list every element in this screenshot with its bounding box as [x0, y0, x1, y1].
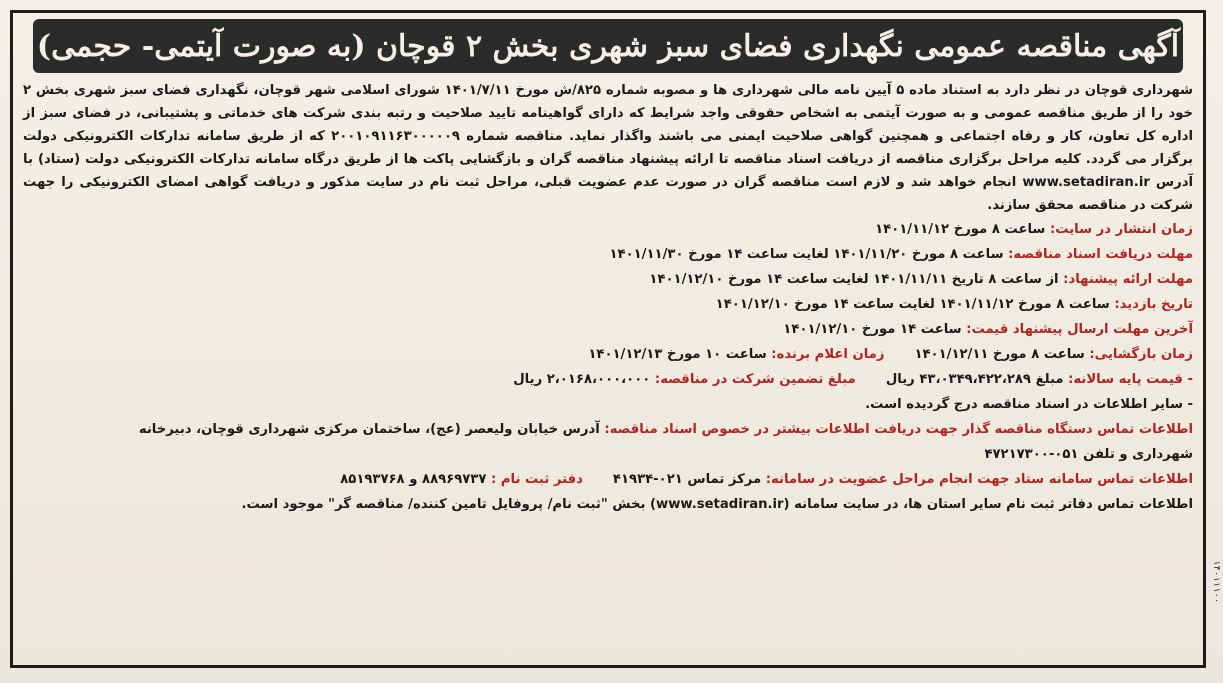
schedule-label: مهلت دریافت اسناد مناقصه: [1008, 247, 1193, 262]
winner-value: ساعت ۱۰ مورخ ۱۴۰۱/۱۲/۱۳ [588, 347, 767, 362]
schedule-documents [23, 242, 1193, 267]
guarantee-value: ۲،۰۱۶۸،۰۰۰،۰۰۰ ریال [513, 372, 651, 387]
schedule-label: آخرین مهلت ارسال پیشنهاد قیمت: [966, 322, 1193, 337]
schedule-label: مهلت ارائه پیشنهاد: [1063, 272, 1193, 287]
schedule-value: ساعت ۸ مورخ ۱۴۰۱/۱۱/۲۰ لغایت ساعت ۱۴ مورخ ۱۴۰۱/۱۱/۳۰ [609, 247, 1004, 262]
schedule-label: تاریخ بازدید: [1114, 297, 1193, 312]
other-info: - سایر اطلاعات در اسناد مناقصه درج گردیده است. [865, 397, 1193, 412]
setad-contact-row [23, 467, 1193, 492]
footer-note: اطلاعات تماس دفاتر ثبت نام سایر استان ها، در سایت سامانه (www.setadiran.ir) بخش "ثبت نام/ پروفایل تامین کننده/ مناقصه گر" موجود است. [241, 497, 1193, 512]
notice-title: آگهی مناقصه عمومی نگهداری فضای سبز شهری بخش ۲ قوچان (به صورت آیتمی- حجمی) [33, 19, 1183, 73]
schedule-price-deadline [23, 317, 1193, 342]
tender-notice-frame [10, 10, 1206, 668]
base-price-label: - قیمت پایه سالانه: [1068, 372, 1193, 387]
setad-value: مرکز تماس ۰۲۱-۴۱۹۳۴ [612, 472, 762, 487]
registry-value: ۸۸۹۶۹۷۳۷ و ۸۵۱۹۳۷۶۸ [340, 472, 487, 487]
schedule-label: زمان انتشار در سایت: [1049, 222, 1193, 237]
contact-label: اطلاعات تماس دستگاه مناقصه گذار جهت دریافت اطلاعات بیشتر در خصوص اسناد مناقصه: [604, 422, 1193, 437]
schedule-value: ساعت ۱۴ مورخ ۱۴۰۱/۱۲/۱۰ [783, 322, 962, 337]
schedule-value: ساعت ۸ مورخ ۱۴۰۱/۱۱/۱۲ لغایت ساعت ۱۴ مورخ ۱۴۰۱/۱۲/۱۰ [715, 297, 1110, 312]
price-guarantee-row [23, 367, 1193, 392]
schedule-visit [23, 292, 1193, 317]
schedule-value: از ساعت ۸ تاریخ ۱۴۰۱/۱۱/۱۱ لغایت ساعت ۱۴ مورخ ۱۴۰۱/۱۲/۱۰ [649, 272, 1059, 287]
guarantee-label: مبلغ تضمین شرکت در مناقصه: [654, 372, 856, 387]
contact-line [23, 417, 1193, 442]
contact-value: آدرس خیابان ولیعصر (عج)، ساختمان مرکزی شهرداری قوچان، دبیرخانه [138, 422, 600, 437]
registry-label: دفتر ثبت نام : [491, 472, 583, 487]
winner-label: زمان اعلام برنده: [771, 347, 885, 362]
opening-label: زمان بازگشایی: [1089, 347, 1193, 362]
contact-phone: شهرداری و تلفن ۰۵۱-۴۷۲۱۷۳۰۰ [984, 447, 1193, 462]
opening-winner-row [23, 342, 1193, 367]
schedule-value: ساعت ۸ مورخ ۱۴۰۱/۱۱/۱۲ [875, 222, 1046, 237]
opening-value: ساعت ۸ مورخ ۱۴۰۱/۱۲/۱۱ [914, 347, 1085, 362]
side-number: ۱۴۰۱۱۱۰۰ [1211, 560, 1221, 604]
notice-body: شهرداری قوچان در نظر دارد به استناد ماده ۵ آیین نامه مالی شهرداری ها و مصوبه شماره ۸۲۵/ش مورخ ۱۴۰۱/۷/۱۱ شورای اسلامی شهر قوچان، نگهداری فضای سبز شهری بخش ۲ خود را از طریق مناقصه عمومی و به صورت آیتمی به اشخاص حقوقی واجد شرایط که دارای گواهینامه تایید صلاحیت و رتبه بندی شرکت های خدماتی و پشتیبانی، در فضای سبز از اداره کل تعاون، کار و رفاه اجتماعی و همچنین گواهی صلاحیت ایمنی می باشند واگذار نماید. مناقصه شماره ۲۰۰۱۰۹۱۱۶۳۰۰۰۰۰۹ که از طریق سامانه تدارکات الکترونیکی دولت برگزار می گردد. کلیه مراحل برگزاری مناقصه از دریافت اسناد مناقصه تا ارائه پیشنهاد مناقصه گران و بازگشایی پاکت ها از طریق درگاه سامانه تدارکات الکترونیکی دولت (ستاد) با آدرس www.setadiran.ir انجام خواهد شد و لازم است مناقصه گران در صورت عدم عضویت قبلی، مراحل ثبت نام در سایت مذکور و دریافت گواهی امضای الکترونیکی را جهت شرکت در مناقصه محقق سازند. [23, 83, 1194, 213]
schedule-proposal [23, 267, 1193, 292]
base-price-value: مبلغ ۴۳،۰۳۴۹،۴۲۲،۲۸۹ ریال [885, 372, 1064, 387]
setad-label: اطلاعات تماس سامانه ستاد جهت انجام مراحل عضویت در سامانه: [765, 472, 1193, 487]
schedule-publish [23, 217, 1193, 242]
